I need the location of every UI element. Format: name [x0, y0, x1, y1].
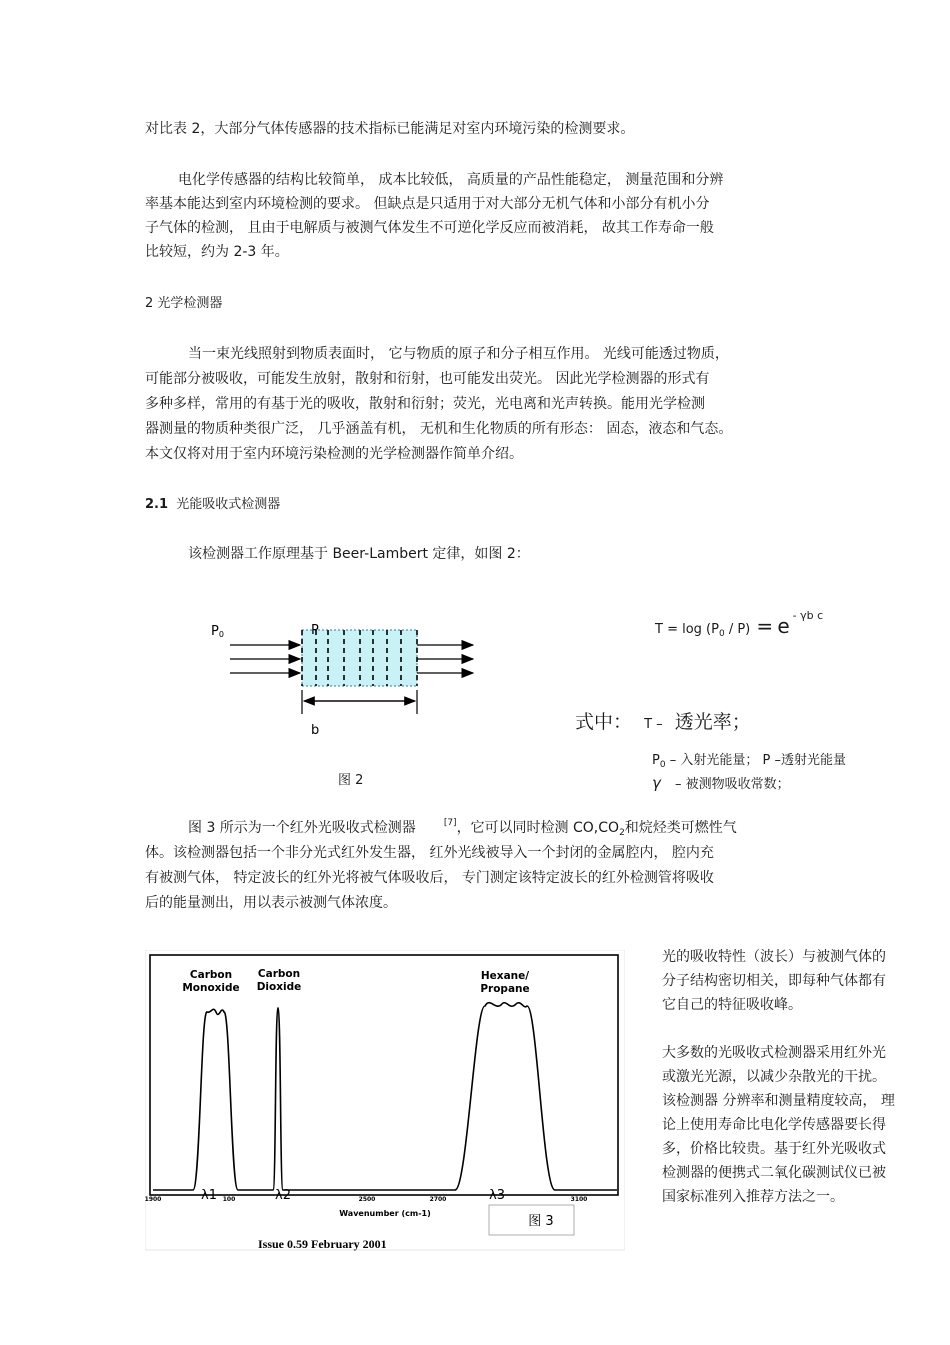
right-line-9: 多，价格比较贵。基于红外光吸收式 — [662, 1141, 886, 1157]
beer-lambert-formula: $T = \log (P_0 / P) = e$ $^{- \gamma b c}$ — [655, 609, 824, 639]
para2-line4: 比较短，约为 2-3 年。 — [145, 244, 289, 260]
peak2-label-line2: Dioxide — [256, 981, 302, 993]
x-axis-label: Wavenumber (cm-1) — [339, 1209, 431, 1218]
right-line-10: 检测器的便携式二氧化碳测试仪已被 — [662, 1165, 886, 1181]
para5-line3: 有被测气体， 特定波长的红外光将被气体吸收后， 专门测定该特定波长的红外检测管将吸收 — [145, 870, 714, 886]
right-line-5: 大多数的光吸收式检测器采用红外光 — [662, 1045, 886, 1061]
right-line-3: 它自己的特征吸收峰。 — [662, 997, 802, 1013]
para2-line3: 子气体的检测， 且由于电解质与被测气体发生不可逆化学反应而被消耗， 故其工作寿命一般 — [145, 220, 714, 236]
transmitted-arrows — [417, 645, 473, 673]
para3-line4: 器测量的物质种类很广泛， 几乎涵盖有机， 无机和生化物质的所有形态： 固态，液态和气态。 — [145, 421, 733, 437]
right-line-7: 该检测器 分辨率和测量精度较高， 理 — [662, 1093, 895, 1109]
path-length-marker — [302, 690, 417, 714]
right-line-11: 国家标准列入推荐方法之一。 — [662, 1189, 844, 1205]
figure-3-caption: 图 3 — [528, 1214, 554, 1229]
right-line-spacer — [662, 1017, 895, 1041]
figure-2-caption: 图 2 — [338, 773, 364, 788]
para4-line1: 该检测器工作原理基于 Beer-Lambert 定律，如图 2： — [188, 546, 530, 562]
right-line-8: 论上使用寿命比电化学传感器要长得 — [662, 1117, 886, 1133]
para2-line2: 率基本能达到室内环境检测的要求。 但缺点是只适用于对大部分无机气体和小部分有机小分 — [145, 196, 710, 212]
para1-line1: 对比表 2，大部分气体传感器的技术指标已能满足对室内环境污染的检测要求。 — [145, 121, 635, 137]
para5-line2: 体。该检测器包括一个非分光式红外发生器， 红外光线被导入一个封闭的金属腔内， 腔内充 — [145, 845, 714, 861]
section-2-heading: 2 光学检测器 — [145, 296, 223, 311]
para3-line5: 本文仅将对用于室内环境污染检测的光学检测器作简单介绍。 — [145, 446, 523, 462]
formula-e: e — [777, 614, 790, 638]
issue-label: Issue 0.59 February 2001 — [258, 1237, 387, 1251]
tick-2700: 2700 — [429, 1196, 447, 1203]
right-line-6: 或激光光源，以减少杂散光的干扰。 — [662, 1069, 886, 1085]
peak3-label-line2: Propane — [480, 983, 530, 995]
right-column-text — [662, 945, 895, 1209]
peak2-label-line1: Carbon — [257, 968, 301, 980]
para2-line1: 电化学传感器的结构比较简单， 成本比较低， 高质量的产品性能稳定， 测量范围和分辨 — [178, 172, 724, 188]
peak1-label-line1: Carbon — [189, 969, 233, 981]
figure-3-spectrum — [145, 950, 625, 1260]
tick-2100: 100 — [222, 1196, 236, 1203]
tick-2500: 2500 — [358, 1196, 376, 1203]
lambda2-label: λ2 — [275, 1188, 291, 1203]
gamma-symbol: γ — [652, 774, 661, 792]
label-p: P — [311, 623, 319, 638]
reference-7: [7] — [443, 818, 457, 828]
formula-equals: = — [756, 614, 774, 638]
para5-line4: 后的能量测出，用以表示被测气体浓度。 — [145, 895, 397, 911]
lambda3-label: λ3 — [489, 1188, 505, 1203]
peak1-label-line2: Monoxide — [182, 982, 240, 994]
para3-line2: 可能部分被吸收，可能发生放射，散射和衍射，也可能发出荧光。 因此光学检测器的形式有 — [145, 371, 710, 387]
right-line-1: 光的吸收特性（波长）与被测气体的 — [662, 949, 886, 965]
formula-exponent: - γb c — [792, 609, 824, 622]
formula-p-definitions: $P_0$ – 入射光能量； P –透射光能量 — [652, 753, 846, 770]
figure-2-diagram — [195, 610, 495, 750]
incident-arrows — [230, 645, 300, 673]
peak3-label-line1: Hexane/ — [480, 970, 530, 982]
formula-t-symbol: T – — [644, 717, 663, 732]
tick-1900: 1900 — [145, 1196, 162, 1203]
section-2-1-title: 光能吸收式检测器 — [176, 497, 281, 512]
para3-line1: 当一束光线照射到物质表面时， 它与物质的原子和分子相互作用。 光线可能透过物质， — [188, 346, 729, 362]
formula-lhs: T = log (P — [655, 622, 719, 637]
formula-where-line — [575, 707, 751, 734]
tick-3100: 3100 — [570, 1196, 588, 1203]
para5-line1: 图 3 所示为一个红外光吸收式检测器 [7]，它可以同时检测 $CO,CO_2$和烷烃类可燃性气 — [188, 818, 737, 838]
formula-where-label: 式中： — [575, 711, 633, 733]
label-p0: P0 — [211, 624, 224, 639]
para3-line3: 多种多样，常用的有基于光的吸收，散射和衍射；荧光，光电离和光声转换。能用光学检测 — [145, 396, 705, 412]
lambda1-label: λ1 — [201, 1188, 217, 1203]
formula-t-desc: 透光率； — [674, 711, 751, 733]
section-2-1-heading — [145, 496, 280, 514]
section-2-1-number: 2.1 — [145, 497, 169, 512]
formula-gamma-definition: γ – 被测物吸收常数； — [652, 774, 790, 792]
label-b: b — [311, 723, 320, 738]
right-line-2: 分子结构密切相关，即每种气体都有 — [662, 973, 886, 989]
